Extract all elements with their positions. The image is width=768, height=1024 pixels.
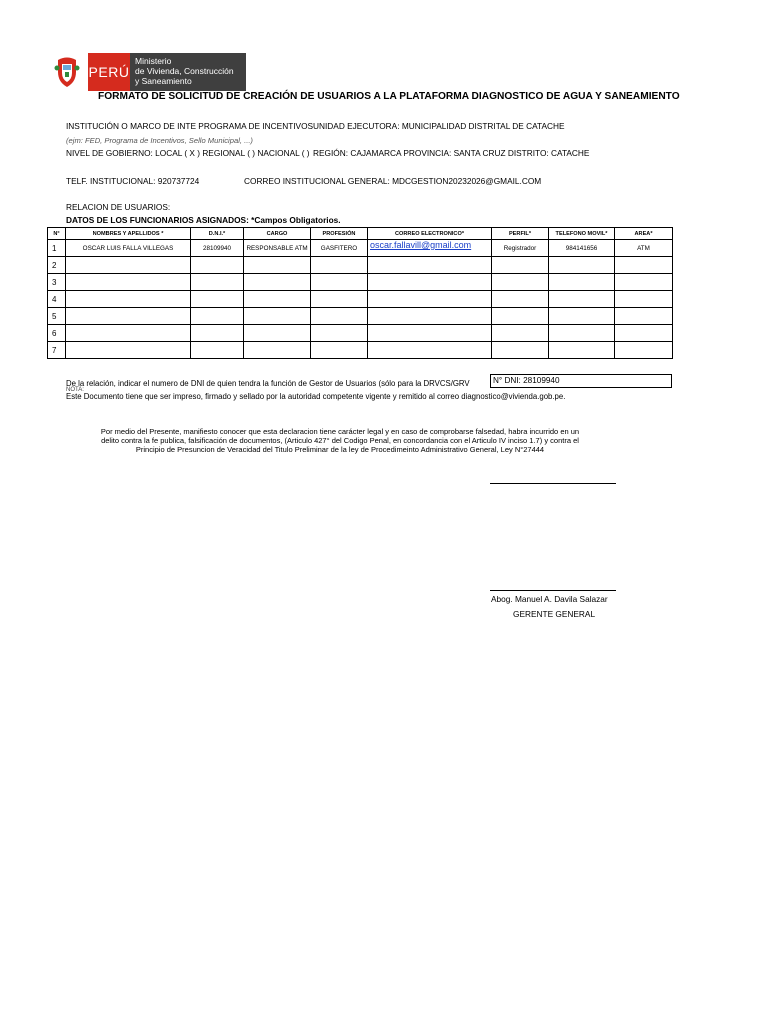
cell-perfil: Registrador	[492, 240, 549, 257]
cell-telefono	[549, 325, 615, 342]
logo-ministry-line: de Vivienda, Construcción	[135, 66, 234, 76]
cell-correo[interactable]: oscar.fallavill@gmail.com	[368, 240, 492, 257]
cell-profesion	[311, 342, 368, 359]
col-header-profesion: PROFESIÓN	[311, 228, 368, 240]
cell-profesion	[311, 274, 368, 291]
cell-perfil	[492, 291, 549, 308]
users-table	[47, 227, 673, 359]
cell-correo	[368, 308, 492, 325]
cell-nombres	[66, 325, 191, 342]
cell-telefono: 984141656	[549, 240, 615, 257]
cell-nombres	[66, 291, 191, 308]
unidad-ejecutora: UNIDAD EJECUTORA: MUNICIPALIDAD DISTRITAL DE CATACHE	[313, 121, 565, 131]
telefono-institucional: TELF. INSTITUCIONAL: 920737724	[66, 176, 200, 186]
cell-dni	[191, 308, 244, 325]
cell-perfil	[492, 257, 549, 274]
logo-ministry-line: y Saneamiento	[135, 76, 192, 86]
cell-area	[615, 257, 673, 274]
cell-cargo	[244, 308, 311, 325]
cell-profesion	[311, 257, 368, 274]
documento-note: Este Documento tiene que ser impreso, firmado y sellado por la autoridad competente vigente y remitido al correo diagnostico@vivienda.gob.pe.	[66, 392, 566, 401]
table-row	[48, 240, 673, 257]
cell-telefono	[549, 257, 615, 274]
relacion-usuarios: RELACION DE USUARIOS:	[66, 202, 171, 212]
correo-institucional: CORREO INSTITUCIONAL GENERAL: MDCGESTION20232026@GMAIL.COM	[244, 176, 542, 186]
col-header-nombres: NOMBRES Y APELLIDOS *	[66, 228, 191, 240]
declaration-line-3: Principio de Presuncion de Veracidad del Titulo Preliminar de la ley de Procedimeinto Administrativo General, Ley N°27444	[135, 445, 545, 454]
col-header-area: AREA*	[615, 228, 673, 240]
table-row	[48, 308, 673, 325]
cell-correo	[368, 257, 492, 274]
cell-num: 4	[48, 291, 66, 308]
cell-perfil	[492, 308, 549, 325]
table-row	[48, 257, 673, 274]
institucion-label: INSTITUCIÓN O MARCO DE INTE PROGRAMA DE INCENTIVOS	[66, 121, 314, 131]
cell-nombres	[66, 274, 191, 291]
cell-telefono	[549, 291, 615, 308]
cell-nombres	[66, 308, 191, 325]
gestor-dni-field[interactable]: N° DNI: 28109940	[490, 374, 672, 388]
signature-line	[490, 590, 616, 591]
cell-area	[615, 291, 673, 308]
datos-funcionarios: DATOS DE LOS FUNCIONARIOS ASIGNADOS: *Campos Obligatorios.	[66, 215, 341, 225]
cell-cargo: RESPONSABLE ATM	[244, 240, 311, 257]
gestor-note: De la relación, indicar el numero de DNI de quien tendra la función de Gestor de Usuarios (sólo para la DRVCS/GRV	[66, 379, 470, 388]
col-header-correo: CORREO ELECTRONICO*	[368, 228, 492, 240]
cell-correo	[368, 291, 492, 308]
table-header-row	[48, 228, 673, 240]
cell-dni	[191, 291, 244, 308]
cell-correo	[368, 342, 492, 359]
declaration-line-2: delito contra la fe publica, falsificación de documentos, (Articulo 427° del Codigo Penal, en concordancia con el Articulo IV inciso 1.7) y contra el	[101, 436, 579, 445]
cell-dni	[191, 325, 244, 342]
cell-dni: 28109940	[191, 240, 244, 257]
cell-cargo	[244, 257, 311, 274]
example-hint: (ejm: FED, Programa de Incentivos, Sello Municipal, ...)	[66, 136, 253, 145]
signature-line-top	[490, 483, 616, 484]
form-title: FORMATO DE SOLICITUD DE CREACIÓN DE USUARIOS A LA PLATAFORMA DIAGNOSTICO DE AGUA Y SANEAMIENTO	[98, 91, 680, 102]
cell-profesion	[311, 325, 368, 342]
peru-coat-of-arms-icon	[54, 56, 80, 88]
cell-telefono	[549, 342, 615, 359]
cell-num: 1	[48, 240, 66, 257]
cell-dni	[191, 257, 244, 274]
cell-area	[615, 274, 673, 291]
cell-area	[615, 325, 673, 342]
cell-profesion: GASFITERO	[311, 240, 368, 257]
cell-num: 7	[48, 342, 66, 359]
cell-telefono	[549, 308, 615, 325]
signatory-role: GERENTE GENERAL	[513, 609, 596, 619]
logo-ministry-label	[130, 53, 246, 91]
cell-nombres: OSCAR LUIS FALLA VILLEGAS	[66, 240, 191, 257]
cell-num: 3	[48, 274, 66, 291]
cell-profesion	[311, 308, 368, 325]
cell-perfil	[492, 342, 549, 359]
cell-cargo	[244, 291, 311, 308]
cell-area	[615, 342, 673, 359]
col-header-num: N°	[48, 228, 66, 240]
cell-perfil	[492, 325, 549, 342]
nota-label: NOTA:	[66, 387, 84, 393]
cell-cargo	[244, 274, 311, 291]
logo-peru-label: PERÚ	[88, 53, 130, 91]
cell-num: 6	[48, 325, 66, 342]
col-header-dni: D.N.I.*	[191, 228, 244, 240]
cell-nombres	[66, 257, 191, 274]
nivel-gobierno: NIVEL DE GOBIERNO: LOCAL ( X ) REGIONAL ( ) NACIONAL ( )	[66, 148, 310, 158]
cell-perfil	[492, 274, 549, 291]
cell-dni	[191, 342, 244, 359]
cell-correo	[368, 325, 492, 342]
cell-cargo	[244, 325, 311, 342]
declaration-line-1: Por medio del Presente, manifiesto conocer que esta declaracion tiene carácter legal y en caso de comprobarse falsedad, habra incurrido en un	[100, 427, 580, 436]
cell-num: 2	[48, 257, 66, 274]
cell-correo	[368, 274, 492, 291]
cell-cargo	[244, 342, 311, 359]
table-row	[48, 291, 673, 308]
cell-profesion	[311, 291, 368, 308]
logo-ministry-line: Ministerio	[135, 56, 172, 66]
signatory-name: Abog. Manuel A. Davila Salazar	[491, 594, 608, 604]
table-row	[48, 274, 673, 291]
cell-num: 5	[48, 308, 66, 325]
col-header-perfil: PERFIL*	[492, 228, 549, 240]
cell-area	[615, 308, 673, 325]
table-row	[48, 325, 673, 342]
table-row	[48, 342, 673, 359]
cell-nombres	[66, 342, 191, 359]
cell-area: ATM	[615, 240, 673, 257]
col-header-cargo: CARGO	[244, 228, 311, 240]
region-info: REGIÓN: CAJAMARCA PROVINCIA: SANTA CRUZ DISTRITO: CATACHE	[313, 148, 590, 158]
cell-telefono	[549, 274, 615, 291]
col-header-telefono: TELEFONO MOVIL*	[549, 228, 615, 240]
cell-dni	[191, 274, 244, 291]
